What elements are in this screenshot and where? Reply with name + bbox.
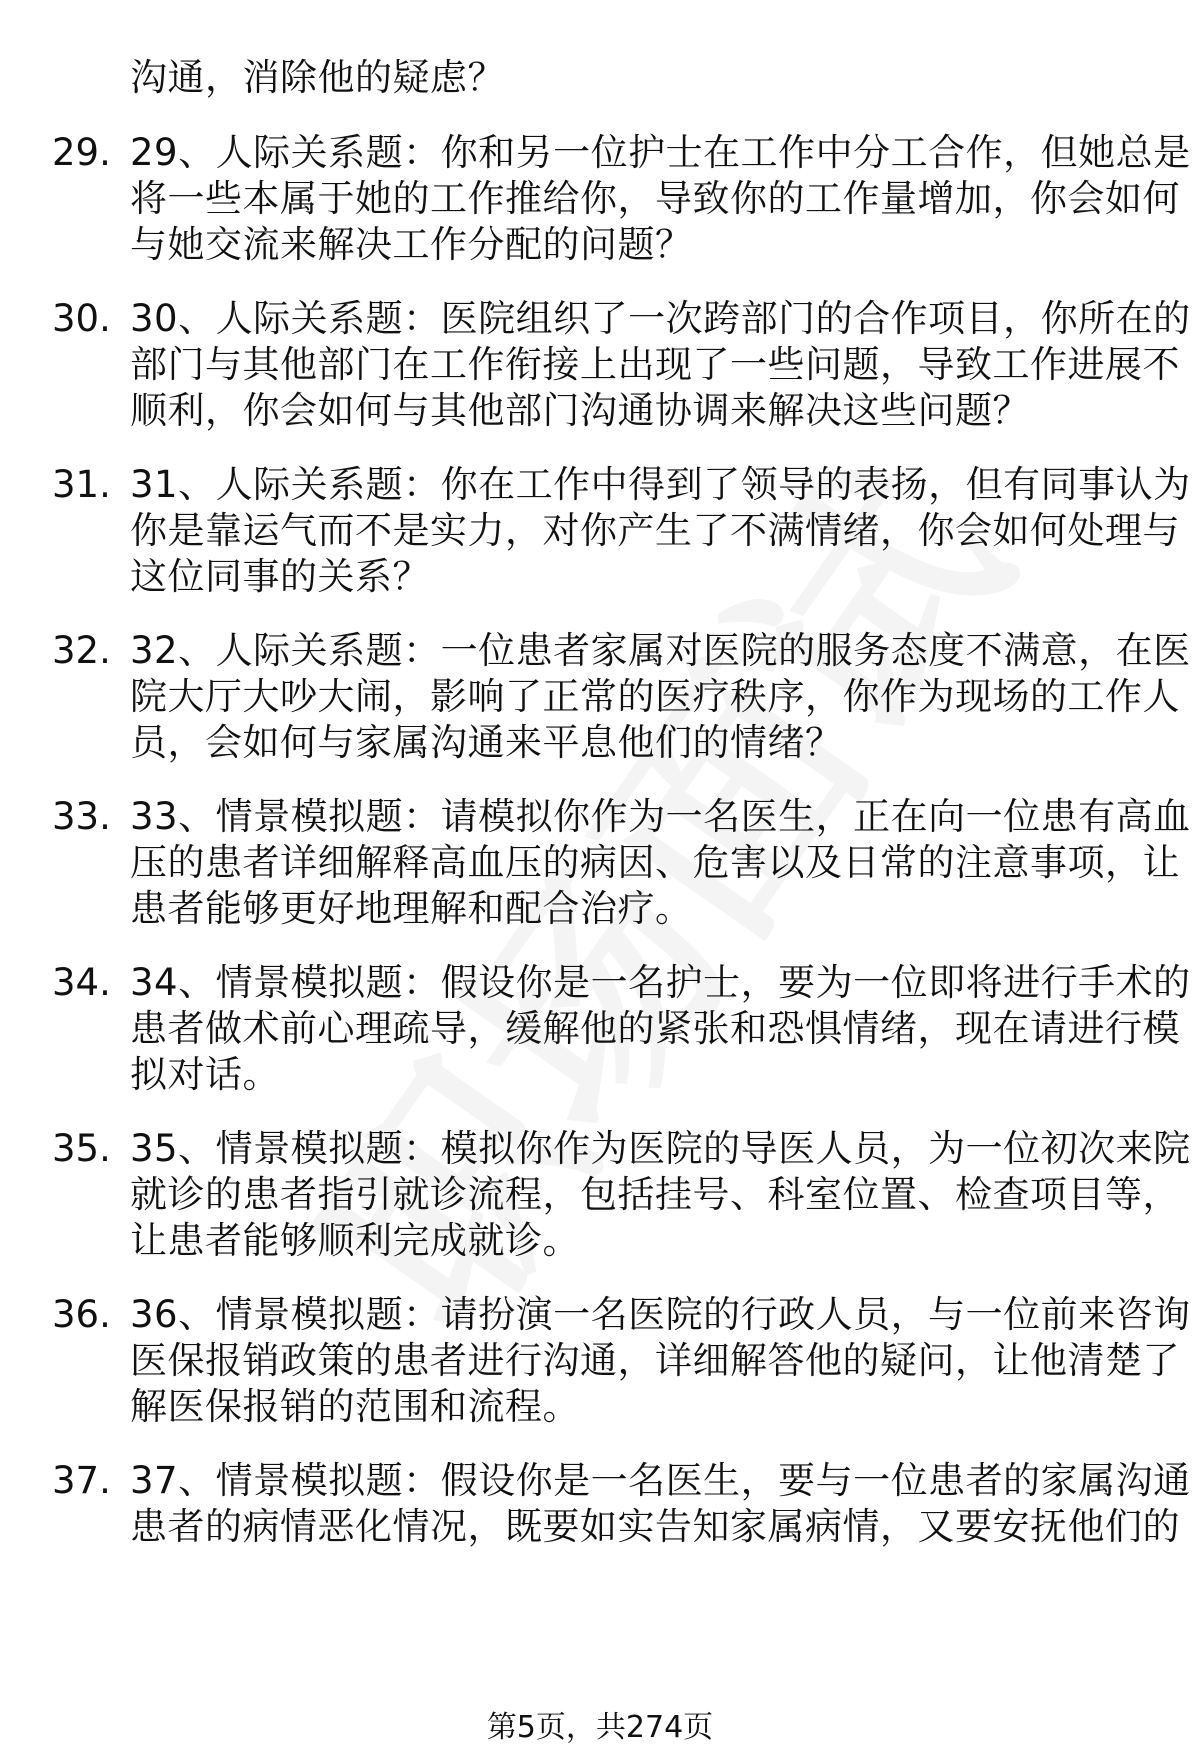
item-line: 患者能够更好地理解和配合治疗。 xyxy=(130,887,693,930)
item-line: 29、人际关系题：你和另一位护士在工作中分工合作，但她总是 xyxy=(130,131,1191,174)
item-line: 与她交流来解决工作分配的问题？ xyxy=(130,223,693,266)
item-line: 压的患者详细解释高血压的病因、危害以及日常的注意事项，让 xyxy=(130,841,1180,884)
item-line: 院大厅大吵大闹，影响了正常的医疗秩序，你作为现场的工作人 xyxy=(130,675,1180,718)
item-number: 35. xyxy=(52,1127,111,1170)
item-line: 36、情景模拟题：请扮演一名医院的行政人员，与一位前来咨询 xyxy=(130,1293,1191,1336)
item-line: 30、人际关系题：医院组织了一次跨部门的合作项目，你所在的 xyxy=(130,297,1191,340)
item-line: 患者的病情恶化情况，既要如实告知家属病情，又要安抚他们的 xyxy=(130,1505,1180,1548)
item-line: 31、人际关系题：你在工作中得到了领导的表扬，但有同事认为 xyxy=(130,463,1191,506)
item-line: 33、情景模拟题：请模拟你作为一名医生，正在向一位患有高血 xyxy=(130,795,1191,838)
item-line: 医保报销政策的患者进行沟通，详细解答他的疑问，让他清楚了 xyxy=(130,1339,1180,1382)
item-number: 33. xyxy=(52,795,111,838)
page-footer: 第5页，共274页 xyxy=(486,1710,714,1745)
item-line: 37、情景模拟题：假设你是一名医生，要与一位患者的家属沟通 xyxy=(130,1459,1191,1502)
item-line: 让患者能够顺利完成就诊。 xyxy=(130,1219,580,1262)
item-line: 拟对话。 xyxy=(130,1053,280,1096)
item-line: 32、人际关系题：一位患者家属对医院的服务态度不满意，在医 xyxy=(130,629,1191,672)
item-line: 解医保报销的范围和流程。 xyxy=(130,1385,580,1428)
item-line: 将一些本属于她的工作推给你，导致你的工作量增加，你会如何 xyxy=(130,177,1180,220)
item-number: 34. xyxy=(52,961,111,1004)
item-line: 患者做术前心理疏导，缓解他的紧张和恐惧情绪，现在请进行模 xyxy=(130,1007,1180,1050)
item-line: 员，会如何与家属沟通来平息他们的情绪？ xyxy=(130,721,843,764)
item-number: 30. xyxy=(52,297,111,340)
item-number: 31. xyxy=(52,463,111,506)
item-line: 你是靠运气而不是实力，对你产生了不满情绪，你会如何处理与 xyxy=(130,509,1180,552)
item-line: 顺利，你会如何与其他部门沟通协调来解决这些问题？ xyxy=(130,389,1030,432)
lead-line: 沟通，消除他的疑虑？ xyxy=(130,56,505,99)
item-line: 就诊的患者指引就诊流程，包括挂号、科室位置、检查项目等， xyxy=(130,1173,1180,1216)
item-line: 34、情景模拟题：假设你是一名护士，要为一位即将进行手术的 xyxy=(130,961,1191,1004)
item-number: 37. xyxy=(52,1459,111,1502)
item-number: 32. xyxy=(52,629,111,672)
item-number: 29. xyxy=(52,131,111,174)
item-line: 部门与其他部门在工作衔接上出现了一些问题，导致工作进展不 xyxy=(130,343,1180,386)
item-line: 这位同事的关系？ xyxy=(130,555,430,598)
item-line: 35、情景模拟题：模拟你作为医院的导医人员，为一位初次来院 xyxy=(130,1127,1191,1170)
item-number: 36. xyxy=(52,1293,111,1336)
